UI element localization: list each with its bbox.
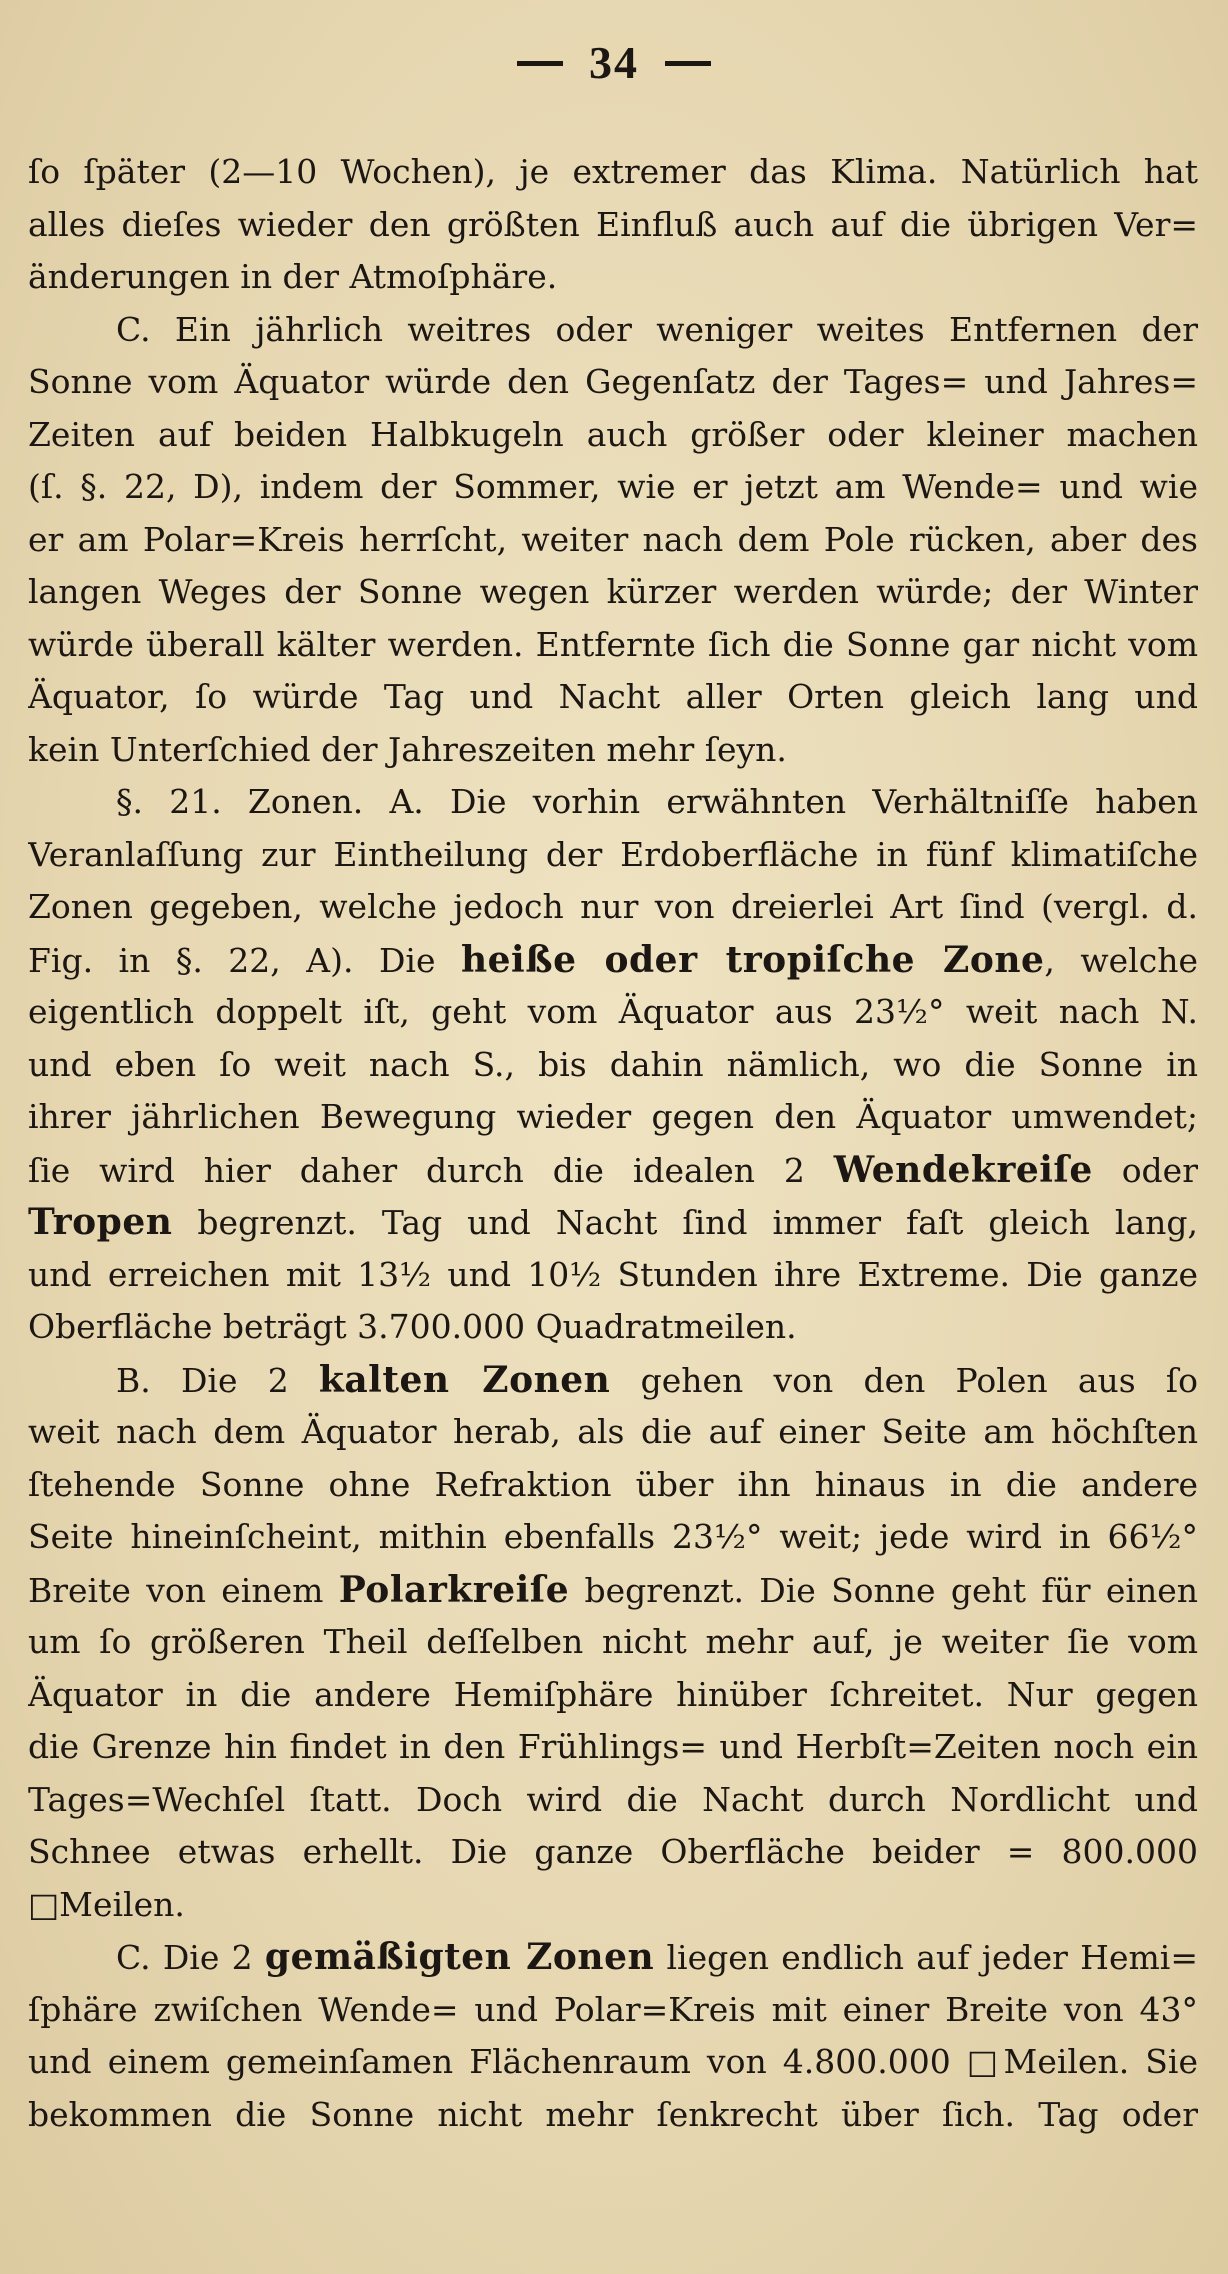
text-line: Zonen gegeben, welche jedoch nur von dreierlei Art ſind (vergl. d. <box>28 887 1198 926</box>
text-line <box>28 1144 1198 1197</box>
text-line: und eben ſo weit nach S., bis dahin nämlich, wo die Sonne in <box>28 1044 1198 1084</box>
text-line: weit nach dem Äquator herab, als die auf einer Seite am höchſten <box>28 1412 1198 1451</box>
text-line: Tages=Wechſel ſtatt. Doch wird die Nacht durch Nordlicht und <box>28 1779 1198 1819</box>
text-line: kein Unterſchied der Jahreszeiten mehr ſeyn. <box>28 729 787 769</box>
header-dash-right <box>665 61 711 66</box>
text-line: und einem gemeinſamen Flächenraum von 4.800.000 □Meilen. Sie <box>28 2042 1198 2081</box>
text-line <box>28 934 1198 987</box>
text-line: □Meilen. <box>28 1884 185 1924</box>
text-line: eigentlich doppelt iſt, geht vom Äquator aus 23½° weit nach N. <box>28 992 1198 1031</box>
text-segment: B. Die 2 <box>116 1360 319 1400</box>
text-line <box>28 1354 1198 1407</box>
text-line: bekommen die Sonne nicht mehr ſenkrecht über ſich. Tag oder <box>28 2094 1198 2134</box>
text-segment: oder <box>1092 1150 1198 1190</box>
text-segment: Fig. in §. 22, A). Die <box>28 940 461 980</box>
text-line: würde überall kälter werden. Entfernte ſich die Sonne gar nicht vom <box>28 624 1198 664</box>
text-line: Seite hineinſcheint, mithin ebenfalls 23½° weit; jede wird in 66½° <box>28 1517 1198 1556</box>
text-segment: ſie wird hier daher durch die idealen 2 <box>28 1150 834 1190</box>
text-line: ſtehende Sonne ohne Refraktion über ihn hinaus in die andere <box>28 1464 1198 1504</box>
emphasized-term: Tropen <box>28 1201 173 1243</box>
text-line: um ſo größeren Theil deſſelben nicht mehr auf, je weiter ſie vom <box>28 1622 1198 1661</box>
text-line: Zeiten auf beiden Halbkugeln auch größer oder kleiner machen <box>28 414 1198 454</box>
text-line <box>28 1196 1198 1249</box>
emphasized-term: gemäßigten Zonen <box>264 1936 655 1978</box>
text-segment: begrenzt. Tag und Nacht ſind immer faſt gleich lang, <box>172 1203 1198 1242</box>
text-line: alles dieſes wieder den größten Einfluß auch auf die übrigen Ver= <box>28 204 1198 244</box>
text-segment: C. Die 2 <box>116 1938 265 1977</box>
emphasized-term: heiße oder tropiſche Zone <box>460 938 1045 981</box>
text-line: Äquator in die andere Hemiſphäre hinüber ſchreitet. Nur gegen <box>28 1674 1198 1714</box>
text-segment: , welche <box>1044 940 1198 980</box>
text-line: ſo ſpäter (2—10 Wochen), je extremer das Klima. Natürlich hat <box>28 152 1198 191</box>
header-dash-left <box>517 61 563 66</box>
text-segment: liegen endlich auf jeder Hemi= <box>654 1938 1198 1977</box>
text-line: Oberfläche beträgt 3.700.000 Quadratmeilen. <box>28 1307 797 1346</box>
page-number: 34 <box>589 37 639 88</box>
text-line: §. 21. Zonen. A. Die vorhin erwähnten Verhältniſſe haben <box>116 782 1198 821</box>
emphasized-term: kalten Zonen <box>318 1358 611 1401</box>
text-line: und erreichen mit 13½ und 10½ Stunden ihre Extreme. Die ganze <box>28 1254 1198 1294</box>
text-line: langen Weges der Sonne wegen kürzer werden würde; der Winter <box>28 572 1198 611</box>
text-line <box>28 1931 1198 1984</box>
text-line: (ſ. §. 22, D), indem der Sommer, wie er jetzt am Wende= und wie <box>28 467 1198 506</box>
text-line <box>28 1564 1198 1617</box>
text-line: die Grenze hin findet in den Frühlings= und Herbſt=Zeiten noch ein <box>28 1727 1198 1766</box>
text-line: Äquator, ſo würde Tag und Nacht aller Orten gleich lang und <box>28 677 1198 716</box>
emphasized-term: Wendekreiſe <box>833 1148 1093 1191</box>
text-line: ihrer jährlichen Bewegung wieder gegen den Äquator umwendet; <box>28 1097 1198 1136</box>
emphasized-term: Polarkreiſe <box>338 1568 570 1611</box>
text-segment: Breite von einem <box>28 1570 339 1610</box>
text-line: Veranlaſſung zur Eintheilung der Erdoberfläche in fünf klimatiſche <box>28 834 1198 874</box>
text-line: Sonne vom Äquator würde den Gegenſatz der Tages= und Jahres= <box>28 362 1198 401</box>
text-line: ſphäre zwiſchen Wende= und Polar=Kreis mit einer Breite von 43° <box>28 1989 1198 2029</box>
body-text <box>28 146 1198 2141</box>
text-line: er am Polar=Kreis herrſcht, weiter nach dem Pole rücken, aber des <box>28 519 1198 559</box>
text-segment: gehen von den Polen aus ſo <box>610 1360 1198 1400</box>
text-line: Schnee etwas erhellt. Die ganze Oberfläche beider = 800.000 <box>28 1832 1198 1871</box>
text-segment: begrenzt. Die Sonne geht für einen <box>569 1570 1198 1610</box>
page-header <box>0 36 1228 89</box>
text-line: C. Ein jährlich weitres oder weniger weites Entfernen der <box>116 309 1198 349</box>
text-line: änderungen in der Atmoſphäre. <box>28 257 558 296</box>
